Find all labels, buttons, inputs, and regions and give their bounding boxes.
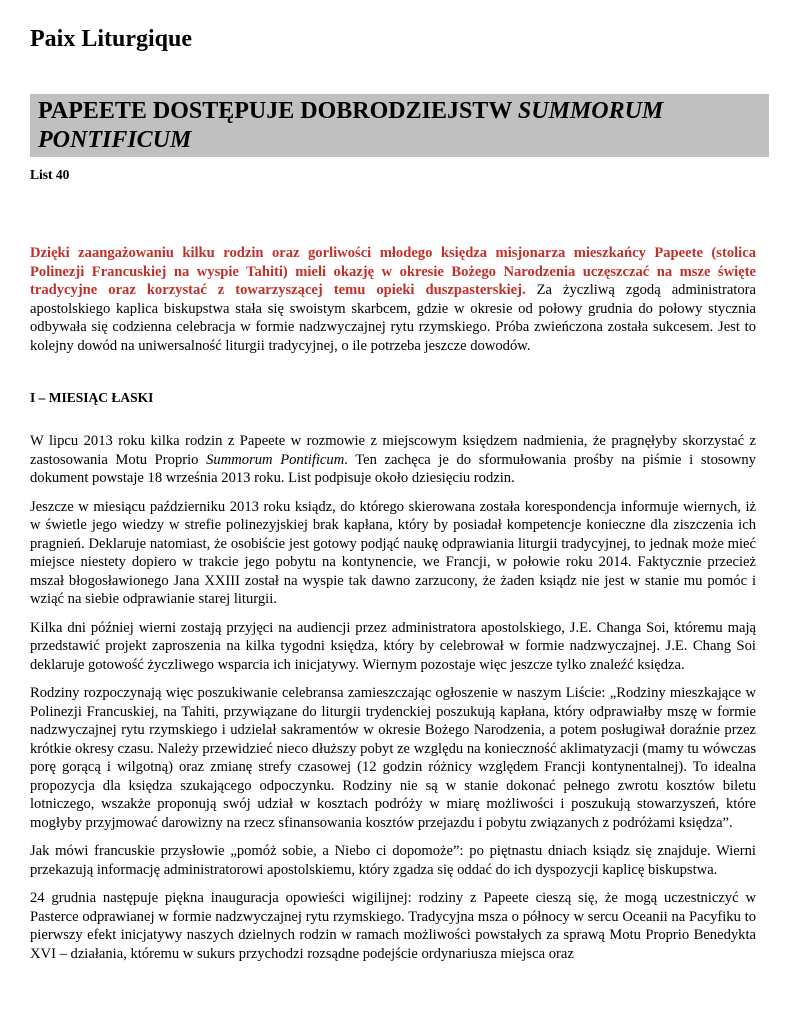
lead-highlight: Dzięki zaangażowaniu kilku rodzin oraz gorliwości młodego księdza misjonarza mieszkańcy Papeete (stolica Polinezji Francuskiej na wyspie Tahiti) mieli okazję w okresie Bożego Narodzenia uczęszczać na msze święte tradycyjne oraz korzystać z towarzyszącej temu opieki duszpasterskiej.: [30, 245, 756, 298]
article-title-italic: SUMMORUM PONTIFICUM: [38, 98, 664, 153]
site-title: Paix Liturgique: [30, 26, 193, 52]
paragraph-1-before: W lipcu 2013 roku kilka rodzin z Papeete w rozmowie z miejscowym księdzem nadmienia, że pragnęłyby skorzystać z zastosowania Motu Proprio: [30, 433, 756, 468]
article-body: [30, 432, 756, 973]
lead-paragraph: [30, 244, 756, 355]
paragraph-4: Rodziny rozpoczynają więc poszukiwanie celebransa zamieszczając ogłoszenie w naszym Liście: „Rodziny mieszkające w Polinezji Francuskiej, na Tahiti, przywiązane do liturgii trydenckiej poszukują kapłana, który odprawiałby mszę w formie nadzwyczajnej rytu rzymskiego i udzielał sakramentów w okresie Bożego Narodzenia, a potem posługiwał doraźnie przez krótkie okresy czasu. Należy przewidzieć nieco dłuższy pobyt ze względu na konieczność aklimatyzacji (mamy tu wówczas porę gorącą i wilgotną) oraz zmianę strefy czasowej (12 godzin różnicy względem Francji kontynentalnej). To idealna propozycja dla księdza szukającego odpoczynku. Rodziny nie są w stanie dokonać pełnego zwrotu kosztów biletu lotniczego, wszakże proponują swój udział w kosztach podróży w miarę możliwości i poszukują stowarzyszeń, które mogłyby przyjmować darowizny na rzecz sfinansowania kosztów przejazdu i pobytu związanych z podróżami księdza”.: [30, 685, 756, 831]
paragraph-3: Kilka dni później wierni zostają przyjęci na audiencji przez administratora apostolskiego, J.E. Changa Soi, któremu mają przedstawić projekt zaproszenia na kilka tygodni księdza, który by celebrował w formie nadzwyczajnej. J.E. Chang Soi deklaruje gotowość życzliwego wsparcia ich inicjatywy. Wiernym pozostaje więc jeszcze tylko znaleźć księdza.: [30, 619, 756, 673]
paragraph-1: [30, 432, 756, 488]
paragraph-1-italic: Summorum Pontificum: [206, 451, 345, 468]
paragraph-5: Jak mówi francuskie przysłowie „pomóż sobie, a Niebo ci dopomoże”: po piętnastu dniach ksiądz się znajduje. Wierni przekazują informację administratorowi apostolskiemu, który zgadza się oddać do ich dyspozycji kaplicę biskupstwa.: [30, 843, 756, 878]
section-heading: I – MIESIĄC ŁASKI: [30, 390, 154, 405]
paragraph-6: 24 grudnia następuje piękna inauguracja opowieści wigilijnej: rodziny z Papeete cieszą się, że mogą uczestniczyć w Pasterce odprawianej w formie nadzwyczajnej rytu rzymskiego. Tradycyjna msza o północy w sercu Oceanii na Pacyfiku to pierwszy efekt inicjatywy naszych dzielnych rodzin w ramach możliwości powstałych za sprawą Motu Proprio Benedykta XVI – działania, któremu w sukurs przychodzi rozsądne podejście ordynariusza miejsca oraz: [30, 890, 756, 962]
article-title-plain: PAPEETE DOSTĘPUJE DOBRODZIEJSTW: [38, 98, 518, 124]
lead-rest: Za życzliwą zgodą administratora apostolskiego kaplica biskupstwa stała się swoistym skarbcem, gdzie w okresie od połowy grudnia do połowy stycznia odbywała się codzienna celebracja w formie nadzwyczajnej rytu rzymskiego. Próba zwieńczona została sukcesem. Jest to kolejny dowód na uniwersalność liturgii tradycyjnej, o ile potrzeba jeszcze dowodów.: [30, 282, 756, 354]
paragraph-2: Jeszcze w miesiącu październiku 2013 roku ksiądz, do którego skierowana została korespondencja informuje wiernych, iż w świetle jego wiedzy w strefie polinezyjskiej brak kapłana, który by posiadał kompetencje konieczne dla ziszczenia ich pragnień. Deklaruje natomiast, że osobiście jest gotowy podjąć naukę odprawiania liturgii tradycyjnej, to jednak może mieć miejsce niestety dopiero w trakcie jego pobytu na kontynencie, we Francji, w połowie roku 2014. Faktycznie przecież mszał błogosławionego Jana XXIII został na wyspie tak dawno zarzucony, że żaden ksiądz nie jest w stanie mu pomóc i wziąć na siebie odprawianie starej liturgii.: [30, 498, 756, 607]
list-number: List 40: [30, 167, 70, 182]
paragraph-1-after: . Ten zachęca je do sformułowania prośby na piśmie i stosowny dokument powstaje 18 września 2013 roku. List podpisuje około dziesięciu rodzin.: [30, 451, 756, 486]
article-title-box: [30, 94, 769, 157]
